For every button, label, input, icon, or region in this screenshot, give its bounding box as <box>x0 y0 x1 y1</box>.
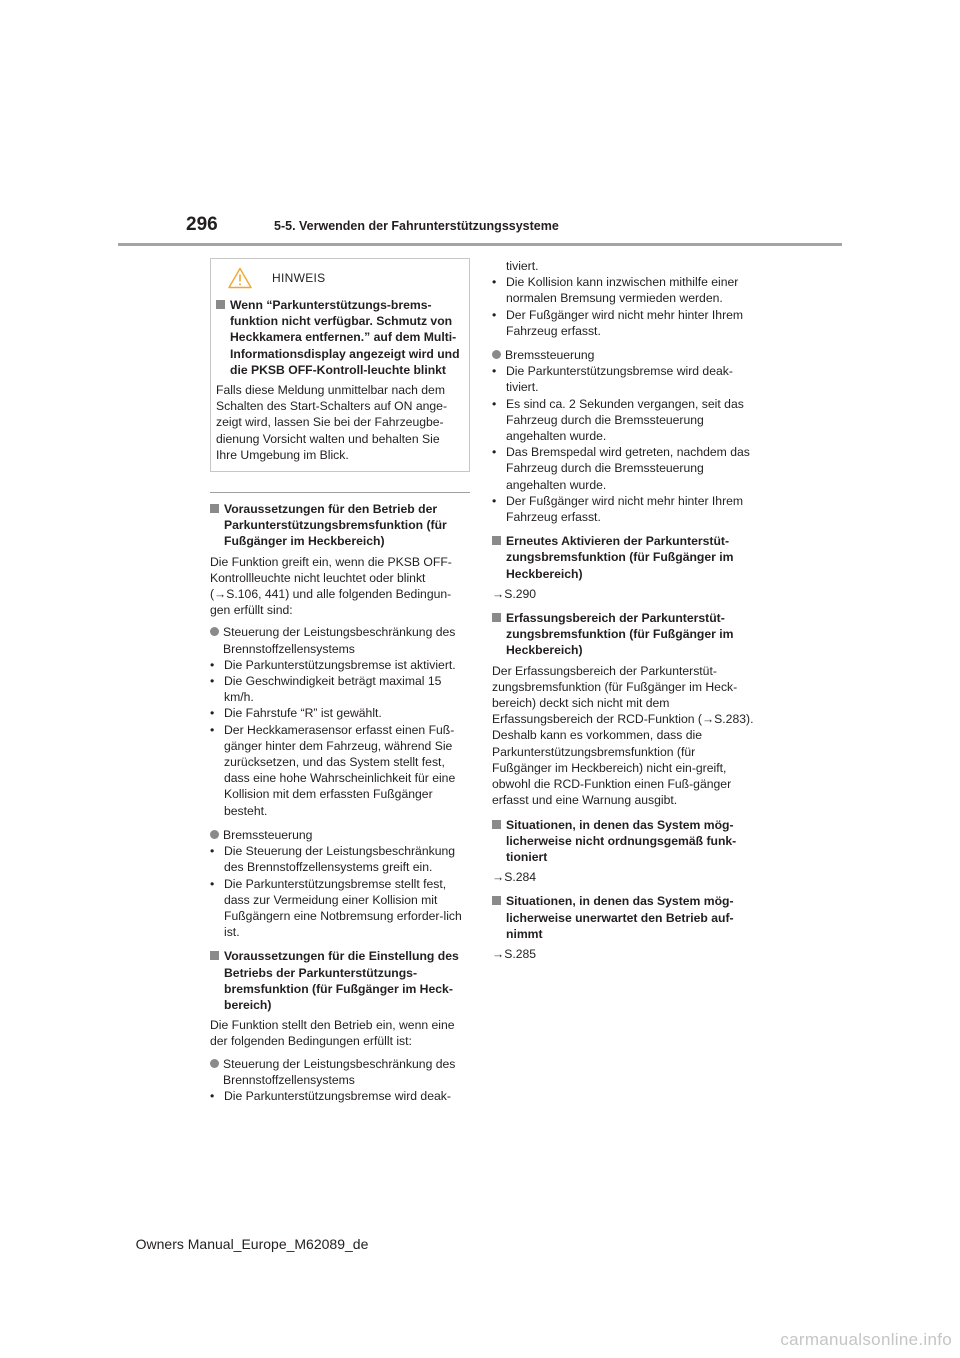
paragraph: Die Funktion stellt den Betrieb ein, wenn eine der folgenden Bedingungen erfüllt ist: <box>210 1018 455 1049</box>
note-heading: Wenn “Parkunterstützungs-brems-funktion nicht verfügbar. Schmutz von Heckkamera entfernen.” auf dem Multi-Informationsdisplay angezeigt wird und die PKSB OFF-Kontroll-leuchte blinkt <box>216 297 463 378</box>
detection-range-section <box>492 610 754 808</box>
circle-bullet-icon <box>210 1059 219 1068</box>
paragraph: Die Funktion greift ein, wenn die PKSB OFF-Kontrollleuchte nicht leuchtet oder blinkt (→S.106, 441) und alle folgenden Bedingun-gen erfüllt sind: <box>210 554 452 618</box>
header-rule <box>118 243 842 246</box>
note-box <box>210 258 470 472</box>
bullet-item: • Die Parkunterstützungsbremse wird deak- <box>210 1088 451 1103</box>
page-reference: →S.284 <box>492 870 537 885</box>
square-bullet-icon <box>492 896 501 905</box>
bullet-item: • Die Parkunterstützungsbremse wird deak-tiviert. <box>492 364 733 395</box>
bullet-item: tiviert. <box>506 259 539 273</box>
note-text: Falls diese Meldung unmittelbar nach dem Schalten des Start-Schalters auf ON ange-zeigt wird, lassen Sie bei der Fahrzeugbe-dienung Vorsicht walten und behalten Sie Ihre Umgebung im Blick. <box>216 383 448 462</box>
paragraph: Der Erfassungsbereich der Parkunterstüt-zungsbremsfunktion (für Fußgänger im Heck-bereich) deckt sich nicht mit dem Erfassungsbereich der RCD-Funktion (→S.283). Deshalb kann es vorkommen, dass die Parkunterstützungsbremsfunktion (für Fußgänger im Heckbereich) nicht ein-greift, obwohl die RCD-Funktion einen Fuß-gänger erfasst und eine Warnung ausgibt. <box>492 663 754 808</box>
page-number: 296 <box>186 214 218 235</box>
square-bullet-icon <box>492 536 501 545</box>
condition-group <box>492 347 754 525</box>
bullet-item: • Der Fußgänger wird nicht mehr hinter Ihrem Fahrzeug erfasst. <box>492 493 744 525</box>
square-bullet-icon <box>210 951 219 960</box>
heading-stop-conditions: Voraussetzungen für die Einstellung des Betriebs der Parkunterstützungs-bremsfunktion (für Fußgänger im Heck-bereich) <box>210 948 470 1013</box>
heading-operating-conditions: Voraussetzungen für den Betrieb der Parkunterstützungsbremsfunktion (für Fußgänger im Heckbereich) <box>210 501 470 550</box>
note-title: HINWEIS <box>272 270 326 285</box>
bullet-item: • Die Parkunterstützungsbremse stellt fest, dass zur Vermeidung einer Kollision mit Fußgängern eine Notbremsung erforder-lich ist. <box>210 876 462 940</box>
section-divider <box>210 492 470 493</box>
reactivation-section <box>492 533 754 602</box>
condition-group <box>210 827 470 940</box>
bullet-item: • Die Fahrstufe “R” ist gewählt. <box>210 706 382 721</box>
page-reference: →S.290 <box>492 586 537 601</box>
footer-document-id: Owners Manual_Europe_M62089_de <box>135 1236 369 1252</box>
circle-item: Bremssteuerung <box>492 347 754 363</box>
left-column <box>210 258 470 1112</box>
circle-bullet-icon <box>210 627 219 636</box>
warning-icon <box>228 267 252 289</box>
note-header <box>216 265 463 291</box>
bullet-item: • Die Steuerung der Leistungsbeschränkung des Brennstoffzellensystems greift ein. <box>210 844 456 875</box>
bullet-item: • Der Heckkamerasensor erfasst einen Fuß-gänger hinter dem Fahrzeug, während Sie zurücksetzen, und das System stellt fest, dass eine hohe Wahrscheinlichkeit für eine Kollision mit dem erfassten Fußgänger besteht. <box>210 722 456 818</box>
circle-bullet-icon <box>492 350 501 359</box>
heading-detection-range: Erfassungsbereich der Parkunterstüt-zungsbremsfunktion (für Fußgänger im Heckbereich) <box>492 610 754 659</box>
circle-bullet-icon <box>210 830 219 839</box>
square-bullet-icon <box>216 300 225 309</box>
heading-reactivation: Erneutes Aktivieren der Parkunterstüt-zungsbremsfunktion (für Fußgänger im Heckbereich) <box>492 533 754 582</box>
circle-item: Bremssteuerung <box>210 827 470 843</box>
bullet-item: • Das Bremspedal wird getreten, nachdem das Fahrzeug durch die Bremssteuerung angehalten wurde. <box>492 445 750 492</box>
bullet-item: • Es sind ca. 2 Sekunden vergangen, seit das Fahrzeug durch die Bremssteuerung angehalten wurde. <box>492 396 744 444</box>
bullet-item: • Die Parkunterstützungsbremse ist aktiviert. <box>210 657 456 672</box>
unexpected-operation-section <box>492 893 754 962</box>
heading-malfunction: Situationen, in denen das System mög-licherweise nicht ordnungsgemäß funk-tioniert <box>492 817 754 866</box>
bullet-item: • Der Fußgänger wird nicht mehr hinter Ihrem Fahrzeug erfasst. <box>492 307 744 338</box>
bullet-item: • Die Geschwindigkeit beträgt maximal 15 km/h. <box>210 674 442 705</box>
condition-group-continued <box>492 258 754 339</box>
heading-unexpected-operation: Situationen, in denen das System mög-licherweise unerwartet den Betrieb auf-nimmt <box>492 893 754 942</box>
right-column <box>492 258 754 970</box>
bullet-item: • Die Kollision kann inzwischen mithilfe einer normalen Bremsung vermieden werden. <box>492 275 739 306</box>
page-reference: →S.285 <box>492 946 537 961</box>
circle-item: Steuerung der Leistungsbeschränkung des Brennstoffzellensystems <box>210 624 470 656</box>
square-bullet-icon <box>492 613 501 622</box>
square-bullet-icon <box>210 504 219 513</box>
condition-group <box>210 624 470 818</box>
condition-group <box>210 1056 470 1105</box>
watermark: carmanualsonline.info <box>780 1330 952 1349</box>
section-title: 5-5. Verwenden der Fahrunterstützungssysteme <box>274 219 559 233</box>
square-bullet-icon <box>492 820 501 829</box>
circle-item: Steuerung der Leistungsbeschränkung des Brennstoffzellensystems <box>210 1056 470 1088</box>
malfunction-section <box>492 817 754 886</box>
